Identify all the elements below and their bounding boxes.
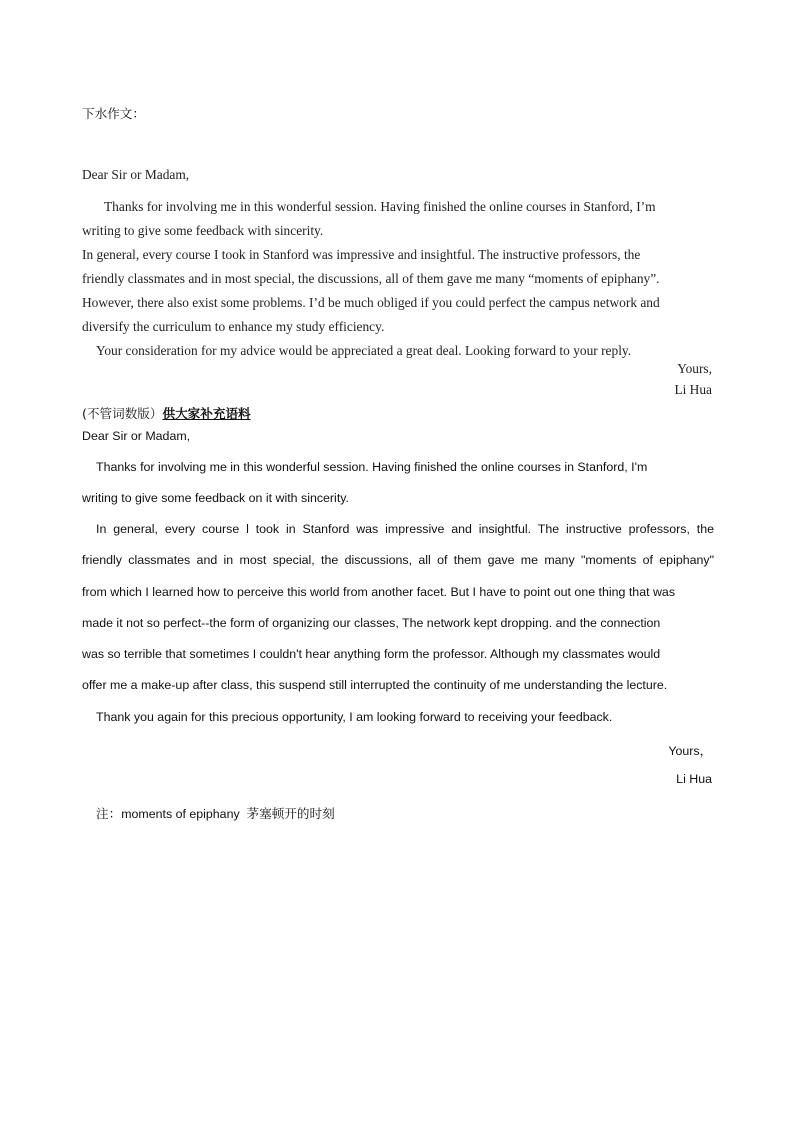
v1-line-6: diversify the curriculum to enhance my study efficiency. — [82, 319, 385, 334]
v2-line-6: made it not so perfect--the form of organizing our classes, The network kept dropping. and the connection — [82, 616, 661, 630]
footnote — [96, 803, 335, 822]
v2-line-7: was so terrible that sometimes I couldn't hear anything form the professor. Although my classmates would — [82, 647, 661, 661]
v1-line-4: friendly classmates and in most special, the discussions, all of them gave me many “moments of epiphany”. — [82, 271, 660, 286]
v1-closing: Yours, — [677, 361, 712, 376]
v1-line-1: Thanks for involving me in this wonderful session. Having finished the online courses in Stanford, I’m — [104, 199, 656, 214]
v2-closing: Yours， — [668, 744, 712, 758]
v2-label — [82, 403, 251, 422]
v2-line-1: Thanks for involving me in this wonderful session. Having finished the online courses in Stanford, I'm — [96, 460, 648, 474]
v2-line-3: In general, every course l took in Stanford was impressive and insightful. The instructive professors, the — [96, 522, 714, 536]
footnote-term: moments of epiphany — [121, 807, 240, 821]
v2-line-5: from which I learned how to perceive this world from another facet. But I have to point out one thing that was — [82, 585, 676, 599]
v1-line-5: However, there also exist some problems. I’d be much obliged if you could perfect the campus network and — [82, 295, 660, 310]
v1-line-2: writing to give some feedback with sincerity. — [82, 223, 324, 238]
v1-salutation: Dear Sir or Madam, — [82, 167, 190, 182]
v2-label-prefix: (不管词数版） — [82, 406, 163, 421]
footnote-label: 注： — [96, 806, 122, 821]
v1-signature: Li Hua — [674, 382, 712, 397]
v1-line-7: Your consideration for my advice would be appreciated a great deal. Looking forward to your reply. — [96, 343, 632, 358]
v2-line-8: offer me a make-up after class, this suspend still interrupted the continuity of me understanding the lecture. — [82, 678, 668, 692]
v2-line-9: Thank you again for this precious opportunity, I am looking forward to receiving your feedback. — [96, 710, 613, 724]
v2-label-emphasis: 供大家补充语料 — [162, 406, 251, 421]
v2-line-2: writing to give some feedback on it with sincerity. — [82, 491, 349, 505]
v2-line-4: friendly classmates and in most special, the discussions, all of them gave me many "moments of epiphany" — [82, 553, 714, 567]
page-heading: 下水作文： — [82, 106, 145, 121]
v2-signature: Li Hua — [676, 772, 712, 786]
v2-salutation: Dear Sir or Madam, — [82, 429, 191, 443]
footnote-translation: 茅塞顿开的时刻 — [246, 806, 335, 821]
v1-line-3: In general, every course I took in Stanford was impressive and insightful. The instructive professors, the — [82, 247, 641, 262]
